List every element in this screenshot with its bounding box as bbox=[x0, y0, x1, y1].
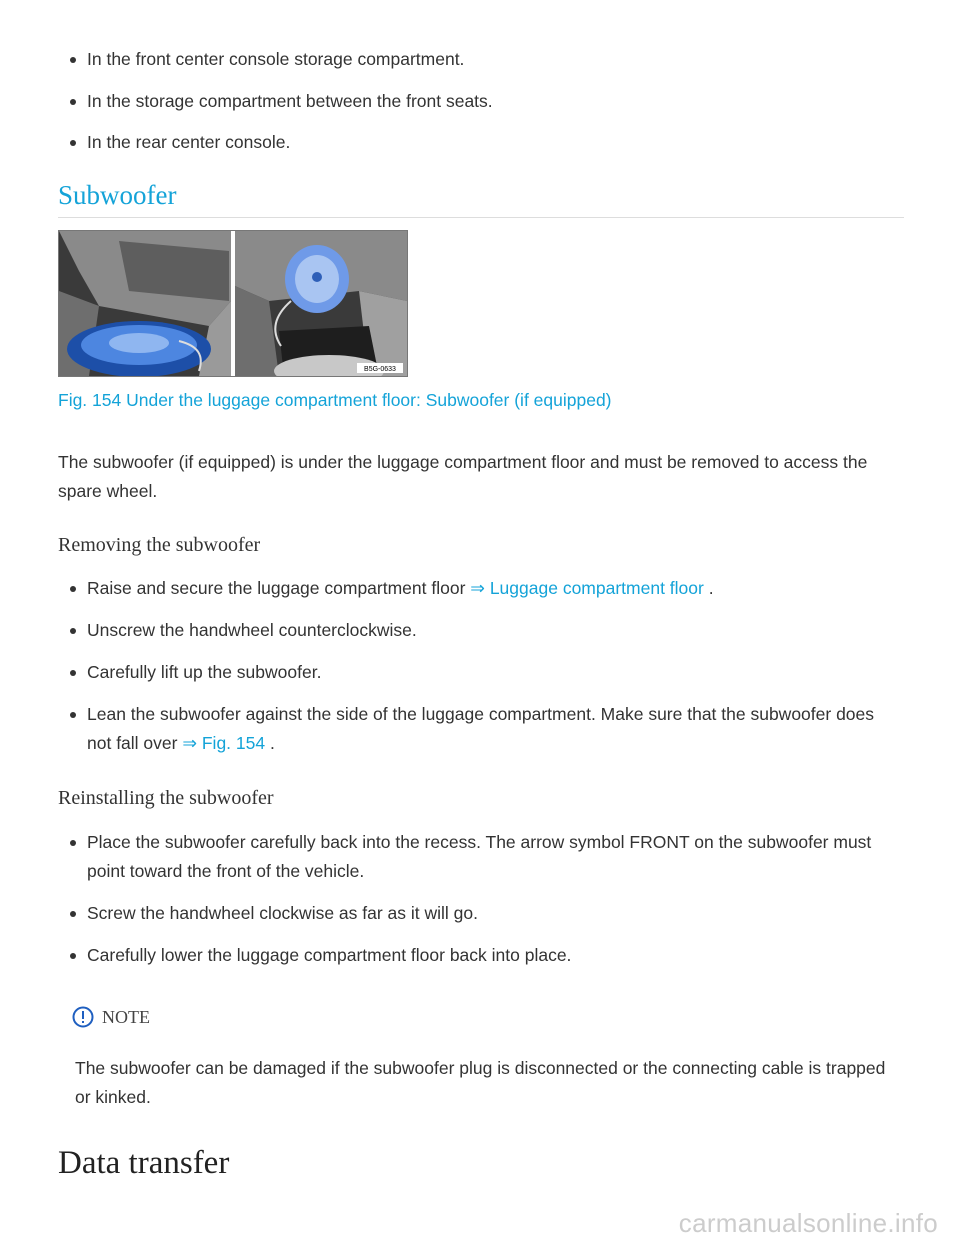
list-item: Place the subwoofer carefully back into the recess. The arrow symbol FRONT on the subwoofer must point toward the front of the vehicle. bbox=[0, 828, 960, 886]
step-text: Lean the subwoofer against the side of the luggage compartment. Make sure that the subwoofer does not fall over bbox=[87, 704, 875, 753]
list-item: Screw the handwheel clockwise as far as it will go. bbox=[0, 899, 960, 928]
step-end: . bbox=[708, 578, 714, 598]
next-section-title: Data transfer bbox=[58, 1145, 230, 1181]
list-item: Unscrew the handwheel counterclockwise. bbox=[0, 616, 960, 645]
list-item: In the storage compartment between the front seats. bbox=[0, 87, 960, 116]
note-text: The subwoofer can be damaged if the subwoofer plug is disconnected or the connecting cable is trapped or kinked. bbox=[75, 1058, 886, 1107]
subwoofer-figure bbox=[58, 230, 408, 377]
left-panel-image bbox=[59, 231, 231, 376]
list-item: In the rear center console. bbox=[0, 128, 960, 157]
reinstalling-heading: Reinstalling the subwoofer bbox=[58, 787, 274, 809]
note-label: NOTE bbox=[102, 1006, 150, 1027]
section-title: Subwoofer bbox=[58, 180, 177, 210]
removing-heading: Removing the subwoofer bbox=[58, 534, 261, 556]
list-item: Carefully lift up the subwoofer. bbox=[0, 658, 960, 687]
figure-caption: Fig. 154 Under the luggage compartment floor: Subwoofer (if equipped) bbox=[58, 390, 612, 410]
reinstalling-steps bbox=[0, 828, 960, 983]
watermark: carmanualsonline.info bbox=[678, 1208, 938, 1238]
list-item bbox=[0, 700, 960, 758]
top-bullet-list bbox=[0, 45, 960, 170]
right-panel-image bbox=[235, 231, 407, 376]
list-item: Carefully lower the luggage compartment floor back into place. bbox=[0, 941, 960, 970]
step-end: . bbox=[269, 733, 275, 753]
figure-link[interactable]: ⇒ Fig. 154 bbox=[182, 733, 266, 753]
list-item: In the front center console storage compartment. bbox=[0, 45, 960, 74]
removing-steps bbox=[0, 574, 960, 771]
luggage-floor-link[interactable]: ⇒ Luggage compartment floor bbox=[470, 578, 704, 598]
section-divider bbox=[58, 217, 904, 218]
figure-code: B5G-0633 bbox=[364, 366, 396, 373]
exclamation-circle-icon bbox=[72, 1006, 94, 1028]
intro-paragraph: The subwoofer (if equipped) is under the luggage compartment floor and must be removed to access the spare wheel. bbox=[58, 452, 868, 501]
note-header bbox=[72, 1006, 150, 1028]
list-item bbox=[0, 574, 960, 603]
subwoofer-illustration bbox=[59, 231, 407, 376]
step-text: Raise and secure the luggage compartment floor bbox=[87, 578, 466, 598]
